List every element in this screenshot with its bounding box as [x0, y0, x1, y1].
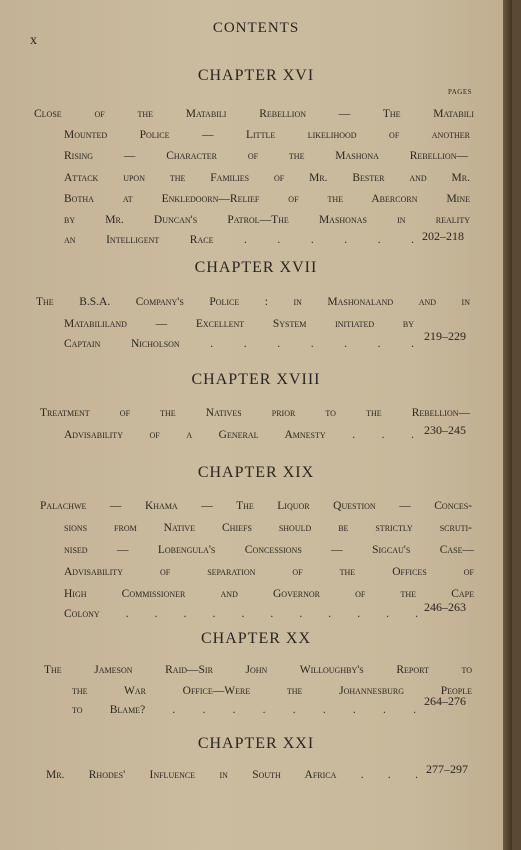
chapter-heading: CHAPTER XVIII: [191, 371, 321, 388]
toc-entry-line: The Jameson Raid—Sir John Willoughby's Report to: [44, 664, 472, 676]
page-range: 230–245: [424, 423, 466, 437]
chapter-heading: CHAPTER XIX: [197, 464, 315, 481]
toc-entry-line: Botha at Enkledoorn—Relief of the Abercorn Mine: [64, 193, 470, 205]
page-range: 202–218: [422, 229, 464, 243]
page-range: 277–297: [426, 762, 468, 776]
toc-entry-line: Advisability of separation of the Offices of: [64, 566, 474, 578]
chapter-heading: CHAPTER XVII: [194, 259, 318, 276]
page-range: 264–276: [424, 694, 466, 708]
toc-entry-line: Colony . . . . . . . . . . .: [64, 608, 418, 620]
toc-entry-line: the War Office—Were the Johannesburg People: [72, 685, 472, 697]
toc-entry-line: High Commissioner and Governor of the Cape: [64, 588, 474, 600]
chapter-heading: CHAPTER XVI: [197, 67, 315, 84]
chapter-heading: CHAPTER XXI: [197, 735, 315, 752]
toc-entry-line: by Mr. Duncan's Patrol—The Mashonas in reality: [64, 214, 470, 226]
page-range: 219–229: [424, 329, 466, 343]
toc-entry-line: to Blame? . . . . . . . . .: [72, 704, 416, 716]
toc-entry-line: an Intelligent Race . . . . . .: [64, 234, 414, 246]
toc-entry-line: Palachwe — Khama — The Liquor Question — Conces-: [40, 500, 472, 512]
pages-column-label: PAGES: [448, 88, 473, 96]
toc-entry-line: Mounted Police — Little likelihood of another: [64, 129, 470, 141]
toc-entry-line: sions from Native Chiefs should be strictly scruti-: [64, 522, 472, 534]
page-range: 246–263: [424, 600, 466, 614]
page-number: x: [30, 33, 37, 48]
page-edge-shadow: [503, 0, 512, 850]
toc-entry-line: Rising — Character of the Mashona Rebellion—: [64, 150, 468, 162]
toc-entry-line: Advisability of a General Amnesty . . .: [64, 429, 414, 441]
toc-entry-line: Captain Nicholson . . . . . . .: [64, 338, 414, 350]
toc-entry-line: Attack upon the Families of Mr. Bester and Mr.: [64, 172, 470, 184]
toc-entry-line: Treatment of the Natives prior to the Rebellion—: [40, 407, 470, 419]
toc-entry-line: The B.S.A. Company's Police : in Mashonaland and in: [36, 296, 470, 308]
toc-entry-line: Close of the Matabili Rebellion — The Matabili: [34, 108, 474, 120]
chapter-heading: CHAPTER XX: [200, 630, 311, 647]
toc-entry-line: Matabililand — Excellent System initiated by: [64, 318, 414, 330]
toc-entry-line: Mr. Rhodes' Influence in South Africa . . .: [46, 769, 418, 781]
toc-entry-line: nised — Lobengula's Concessions — Sigcau's Case—: [64, 544, 474, 556]
running-title: CONTENTS: [212, 20, 300, 36]
